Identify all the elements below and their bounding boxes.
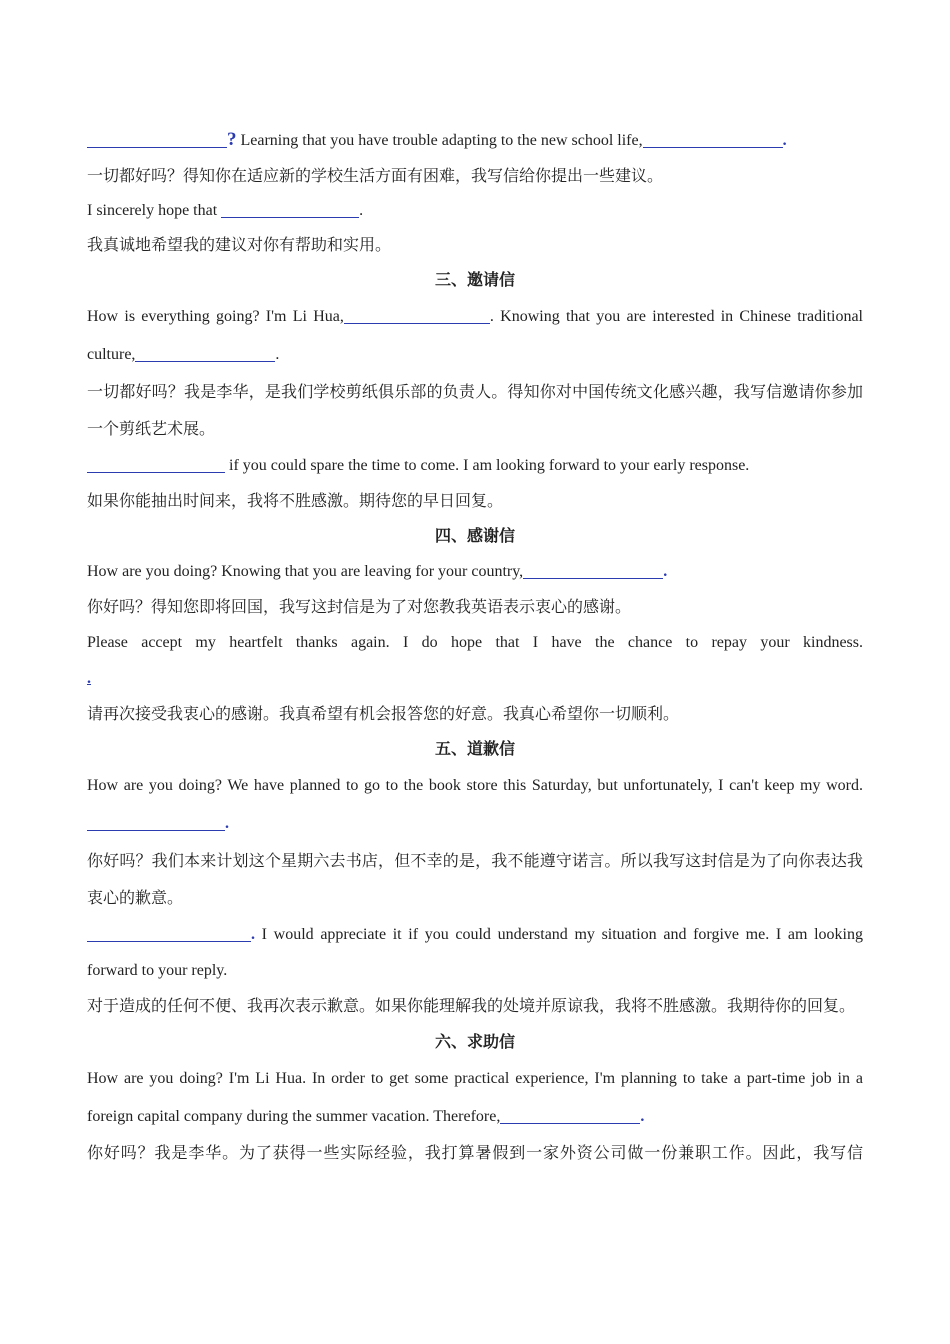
section4-title: 四、感谢信 bbox=[434, 528, 515, 545]
section3-english-line1: How is everything going? I'm Li Hua, . Knowing that you are interested in Chinese traditional culture, . bbox=[87, 308, 864, 363]
section5-chinese-line1: 你好吗？我们本来计划这个星期六去书店，但不幸的是，我不能遵守诺言。所以我写这封信是为了向你表达我衷心的歉意。 bbox=[87, 853, 863, 907]
section5-english-line2: . I would appreciate it if you could understand my situation and forgive me. I am looking forward to your reply. bbox=[87, 926, 863, 979]
section2-chinese-line1: 一切都好吗？得知你在适应新的学校生活方面有困难，我写信给你提出一些建议。 bbox=[87, 168, 664, 185]
document-body bbox=[87, 122, 863, 1171]
answer-blank[interactable] bbox=[500, 1107, 640, 1124]
section3-english-line2: if you could spare the time to come. I am looking forward to your early response. bbox=[87, 448, 863, 484]
section5-chinese-line2: 对于造成的任何不便、我再次表示歉意。如果你能理解我的处境并原谅我，我将不胜感激。我期待你的回复。 bbox=[87, 998, 856, 1015]
question-mark: ? bbox=[227, 129, 237, 150]
section6-title: 六、求助信 bbox=[434, 1034, 515, 1051]
answer-blank[interactable] bbox=[87, 925, 251, 942]
section2-chinese-line2: 我真诚地希望我的建议对你有帮助和实用。 bbox=[87, 237, 392, 254]
section4-chinese-line2: 请再次接受我衷心的感谢。我真希望有机会报答您的好意。我真心希望你一切顺利。 bbox=[87, 706, 680, 723]
answer-blank[interactable] bbox=[221, 201, 359, 218]
answer-blank[interactable] bbox=[344, 307, 490, 324]
section6-chinese-line1: 你好吗？我是李华。为了获得一些实际经验，我打算暑假到一家外资公司做一份兼职工作。因此，我写信 bbox=[87, 1145, 863, 1162]
section4-answer-mark[interactable]: . bbox=[87, 670, 91, 687]
answer-blank[interactable] bbox=[87, 456, 225, 473]
section5-english-line1: How are you doing? We have planned to go to the book store this Saturday, but unfortunately, I can't keep my word.. bbox=[87, 777, 863, 832]
section3-title: 三、邀请信 bbox=[434, 272, 515, 289]
answer-blank[interactable] bbox=[523, 562, 663, 579]
answer-blank[interactable] bbox=[643, 131, 783, 148]
answer-blank[interactable] bbox=[87, 131, 227, 148]
section6-english-line1: How are you doing? I'm Li Hua. In order to get some practical experience, I'm planning to take a part-time job in a foreign capital company during the summer vacation. Therefore, . bbox=[87, 1070, 863, 1125]
answer-blank[interactable] bbox=[87, 814, 225, 831]
answer-blank[interactable] bbox=[135, 345, 275, 362]
section3-chinese-line1: 一切都好吗？我是李华，是我们学校剪纸俱乐部的负责人。得知你对中国传统文化感兴趣，我写信邀请你参加一个剪纸艺术展。 bbox=[87, 384, 863, 438]
section3-chinese-line2: 如果你能抽出时间来，我将不胜感激。期待您的早日回复。 bbox=[87, 493, 504, 510]
section2-english-line2: I sincerely hope that . bbox=[87, 202, 364, 219]
section4-english-line2: Please accept my heartfelt thanks again. I do hope that I have the chance to repay your kindness. bbox=[87, 634, 863, 651]
section5-title: 五、道歉信 bbox=[434, 741, 515, 758]
section2-english-line1: ? Learning that you have trouble adapting to the new school life, . bbox=[87, 122, 863, 159]
section4-english-line1: How are you doing? Knowing that you are leaving for your country, . bbox=[87, 563, 668, 580]
section4-chinese-line1: 你好吗？得知您即将回国，我写这封信是为了对您教我英语表示衷心的感谢。 bbox=[87, 599, 632, 616]
